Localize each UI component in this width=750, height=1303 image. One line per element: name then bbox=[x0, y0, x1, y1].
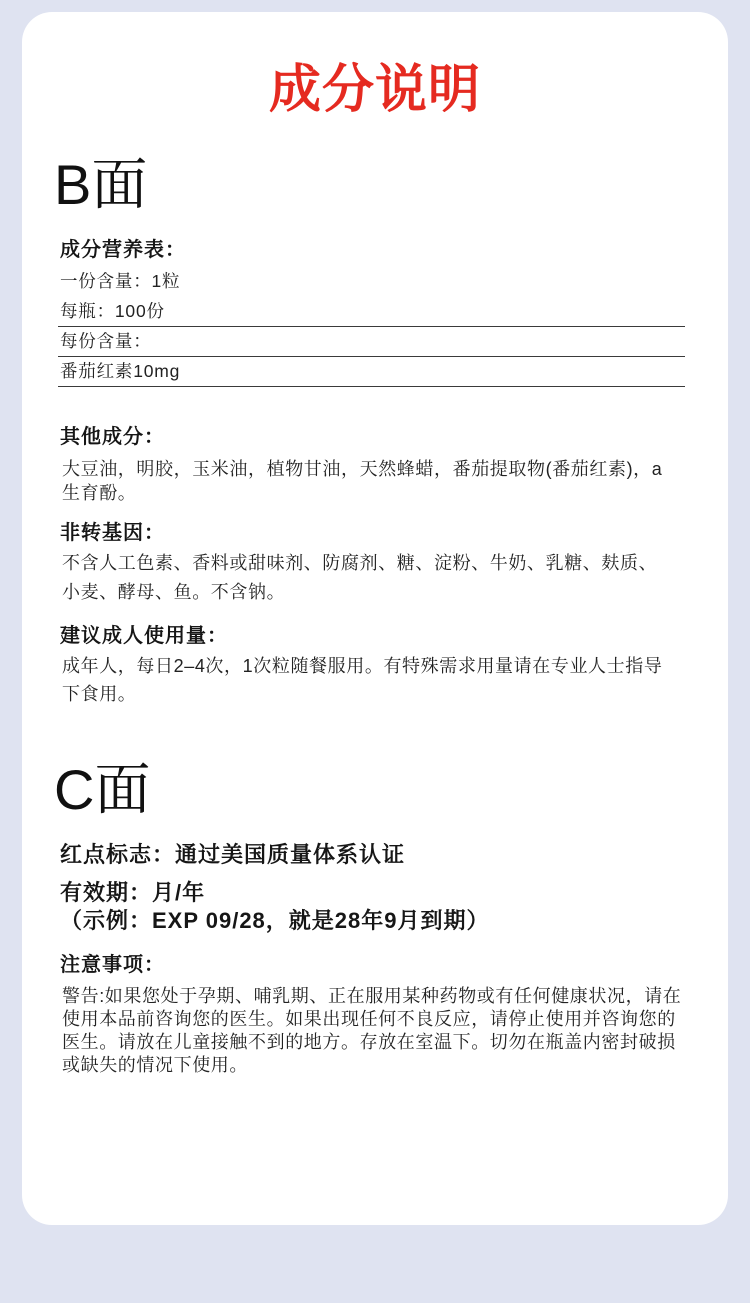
text-line: 警告:如果您处于孕期、哺乳期、正在服用某种药物或有任何健康状况，请在 bbox=[62, 986, 682, 1006]
nutrition-row-lycopene: 番茄红素10mg bbox=[58, 357, 685, 387]
cautions-text bbox=[60, 985, 700, 1077]
suggested-use-section bbox=[60, 622, 700, 708]
text-line: 小麦、酵母、鱼。不含钠。 bbox=[62, 582, 286, 602]
other-ingredients-heading: 其他成分： bbox=[60, 426, 165, 448]
text-line: 使用本品前咨询您的医生。如果出现任何不良反应，请停止使用并咨询您的 bbox=[62, 1009, 676, 1029]
text-line: 或缺失的情况下使用。 bbox=[62, 1055, 248, 1075]
text-line: 生育酚。 bbox=[62, 483, 137, 503]
expiry-example-text: （示例：EXP 09/28，就是28年9月到期） bbox=[60, 908, 490, 933]
other-ingredients-text bbox=[60, 457, 700, 505]
nutrition-row-serving-size: 一份含量：1粒 bbox=[60, 271, 181, 291]
side-b-label: B面 bbox=[54, 153, 148, 216]
nutrition-heading: 成分营养表： bbox=[60, 239, 186, 261]
text-line: 大豆油，明胶，玉米油，植物甘油，天然蜂蜡，番茄提取物(番茄红素)，a bbox=[62, 459, 663, 479]
text-line: 不含人工色素、香料或甜味剂、防腐剂、糖、淀粉、牛奶、乳糖、麸质、 bbox=[62, 553, 658, 573]
nutrition-row-amount-per-serving: 每份含量： bbox=[58, 327, 685, 357]
suggested-use-heading: 建议成人使用量： bbox=[60, 625, 228, 647]
other-ingredients-section bbox=[60, 423, 700, 505]
suggested-use-text bbox=[60, 652, 700, 708]
text-line: 医生。请放在儿童接触不到的地方。存放在室温下。切勿在瓶盖内密封破损 bbox=[62, 1032, 676, 1052]
text-line: 成年人，每日2–4次，1次粒随餐服用。有特殊需求用量请在专业人士指导 bbox=[62, 656, 663, 676]
cautions-section bbox=[60, 951, 700, 1077]
cautions-heading: 注意事项： bbox=[60, 954, 165, 976]
expiry-format-text: 有效期：月/年 bbox=[60, 880, 206, 905]
side-c-label: C面 bbox=[54, 758, 151, 821]
nutrition-table bbox=[58, 267, 685, 387]
non-gmo-text bbox=[60, 549, 700, 607]
non-gmo-heading: 非转基因： bbox=[60, 522, 165, 544]
text-line: 下食用。 bbox=[62, 684, 137, 704]
page-title: 成分说明 bbox=[268, 61, 481, 119]
nutrition-row-servings-per-bottle: 每瓶：100份 bbox=[58, 297, 685, 327]
quality-mark-text: 红点标志：通过美国质量体系认证 bbox=[60, 842, 406, 867]
non-gmo-section bbox=[60, 519, 700, 607]
